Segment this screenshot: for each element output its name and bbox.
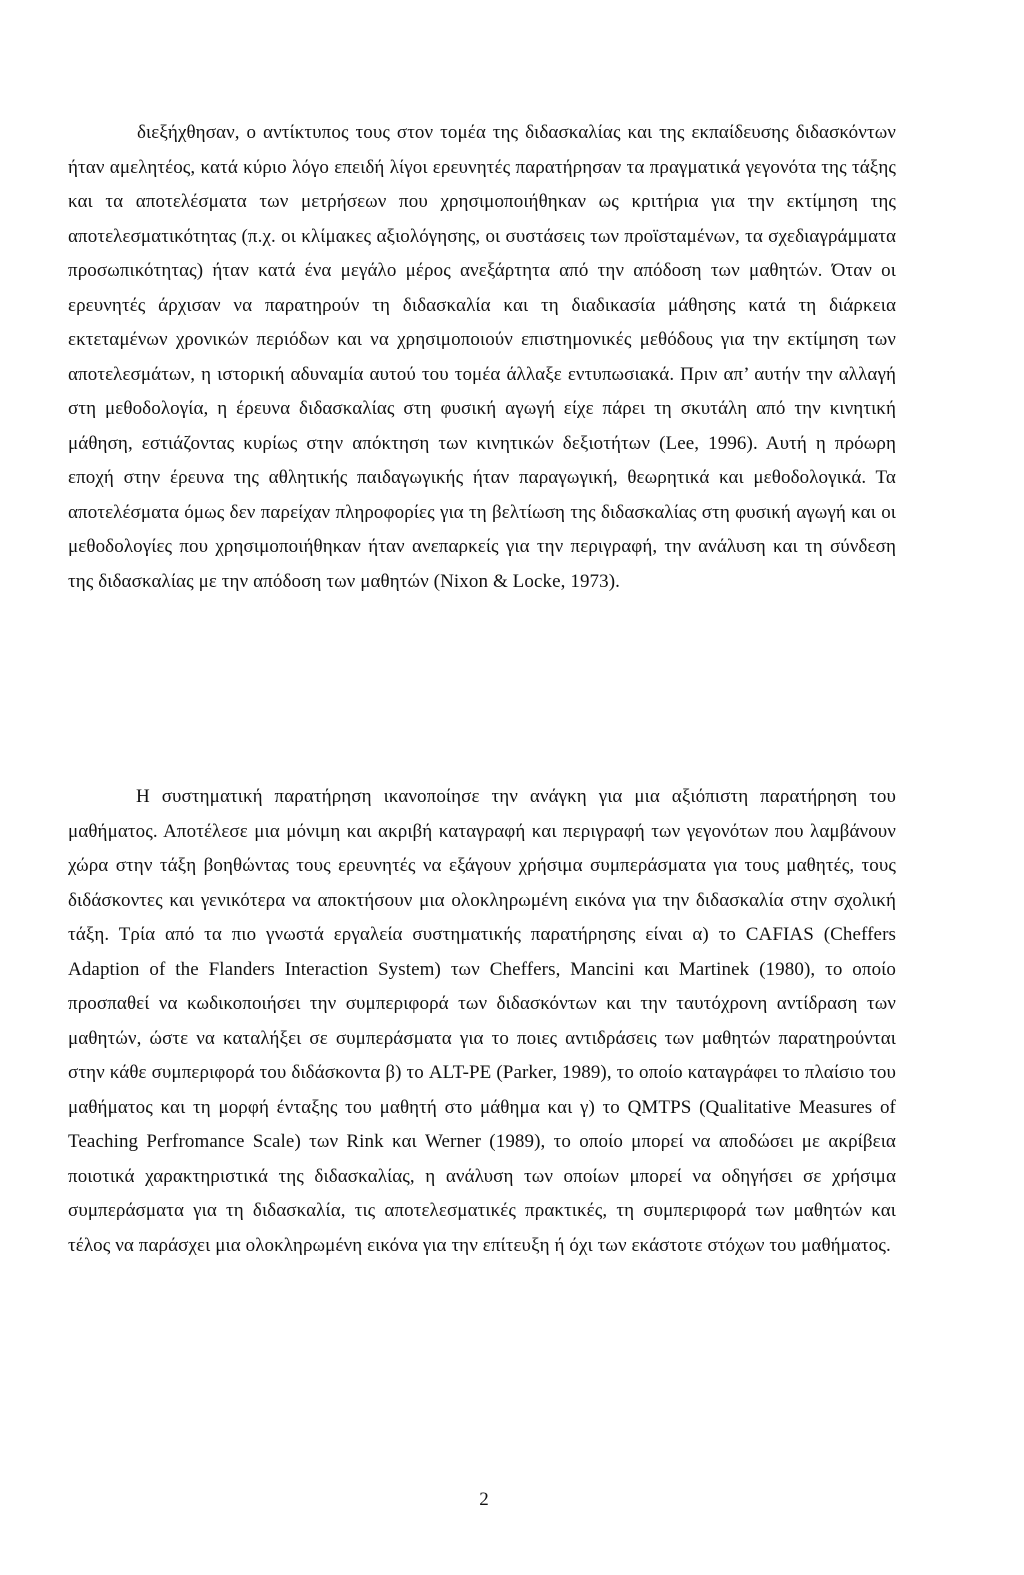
page-number: 2 — [479, 1489, 489, 1510]
body-paragraph-1: διεξήχθησαν, ο αντίκτυπος τους στον τομέα της διδασκαλίας και της εκπαίδευσης διδασκόντων ήταν αμελητέος, κατά κύριο λόγο επειδή λίγοι ερευνητές παρατήρησαν τα πραγματικά γεγονότα της τάξης και τα αποτελέσματα των μετρήσεων που χρησιμοποιήθηκαν ως κριτήρια για την εκτίμηση της αποτελεσματικότητας (π.χ. οι κλίμακες αξιολόγησης, οι συστάσεις των προϊσταμένων, τα σχεδιαγράμματα προσωπικότητας) ήταν κατά ένα μεγάλο μέρος ανεξάρτητα από την απόδοση των μαθητών. Όταν οι ερευνητές άρχισαν να παρατηρούν τη διδασκαλία και τη διαδικασία μάθησης κατά τη διάρκεια εκτεταμένων χρονικών περιόδων και να χρησιμοποιούν επιστημονικές μεθόδους για την εκτίμηση των αποτελεσμάτων, η ιστορική αδυναμία αυτού του τομέα άλλαξε εντυπωσιακά. Πριν απ’ αυτήν την αλλαγή στη μεθοδολογία, η έρευνα διδασκαλίας στη φυσική αγωγή είχε πάρει τη σκυτάλη από την κινητική μάθηση, εστιάζοντας κυρίως στην απόκτηση των κινητικών δεξιοτήτων (Lee, 1996). Αυτή η πρόωρη εποχή στην έρευνα της αθλητικής παιδαγωγικής ήταν παραγωγική, θεωρητικά και μεθοδολογικά. Τα αποτελέσματα όμως δεν παρείχαν πληροφορίες για τη βελτίωση της διδασκαλίας στη φυσική αγωγή και οι μεθοδολογίες που χρησιμοποιήθηκαν ήταν ανεπαρκείς για την περιγραφή, την ανάλυση και τη σύνδεση της διδασκαλίας με την απόδοση των μαθητών (Nixon & Locke, 1973). — [68, 122, 896, 592]
body-paragraph-2: Η συστηματική παρατήρηση ικανοποίησε την ανάγκη για μια αξιόπιστη παρατήρηση του μαθήματος. Αποτέλεσε μια μόνιμη και ακριβή καταγραφή και περιγραφή των γεγονότων που λαμβάνουν χώρα στην τάξη βοηθώντας τους ερευνητές να εξάγουν χρήσιμα συμπεράσματα για τους μαθητές, τους διδάσκοντες και γενικότερα να αποκτήσουν μια ολοκληρωμένη εικόνα για την διδασκαλία στην σχολική τάξη. Τρία από τα πιο γνωστά εργαλεία συστηματικής παρατήρησης είναι α) το CAFIAS (Cheffers Adaption of the Flanders Interaction System) των Cheffers, Mancini και Martinek (1980), το οποίο προσπαθεί να κωδικοποιήσει την συμπεριφορά των διδασκόντων και την ταυτόχρονη αντίδραση των μαθητών, ώστε να καταλήξει σε συμπεράσματα για το ποιες αντιδράσεις των μαθητών παρατηρούνται στην κάθε συμπεριφορά του διδάσκοντα β) το ALT-PE (Parker, 1989), το οποίο καταγράφει το πλαίσιο του μαθήματος και τη μορφή ένταξης του μαθητή στο μάθημα και γ) το QMTPS (Qualitative Measures of Teaching Perfromance Scale) των Rink και Werner (1989), το οποίο μπορεί να αποδώσει με ακρίβεια ποιοτικά χαρακτηριστικά της διδασκαλίας, η ανάλυση των οποίων μπορεί να οδηγήσει σε χρήσιμα συμπεράσματα για τη διδασκαλία, τις αποτελεσματικές πρακτικές, τη συμπεριφορά των μαθητών και τέλος να παράσχει μια ολοκληρωμένη εικόνα για την επίτευξη ή όχι των εκάστοτε στόχων του μαθήματος. — [68, 786, 896, 1256]
